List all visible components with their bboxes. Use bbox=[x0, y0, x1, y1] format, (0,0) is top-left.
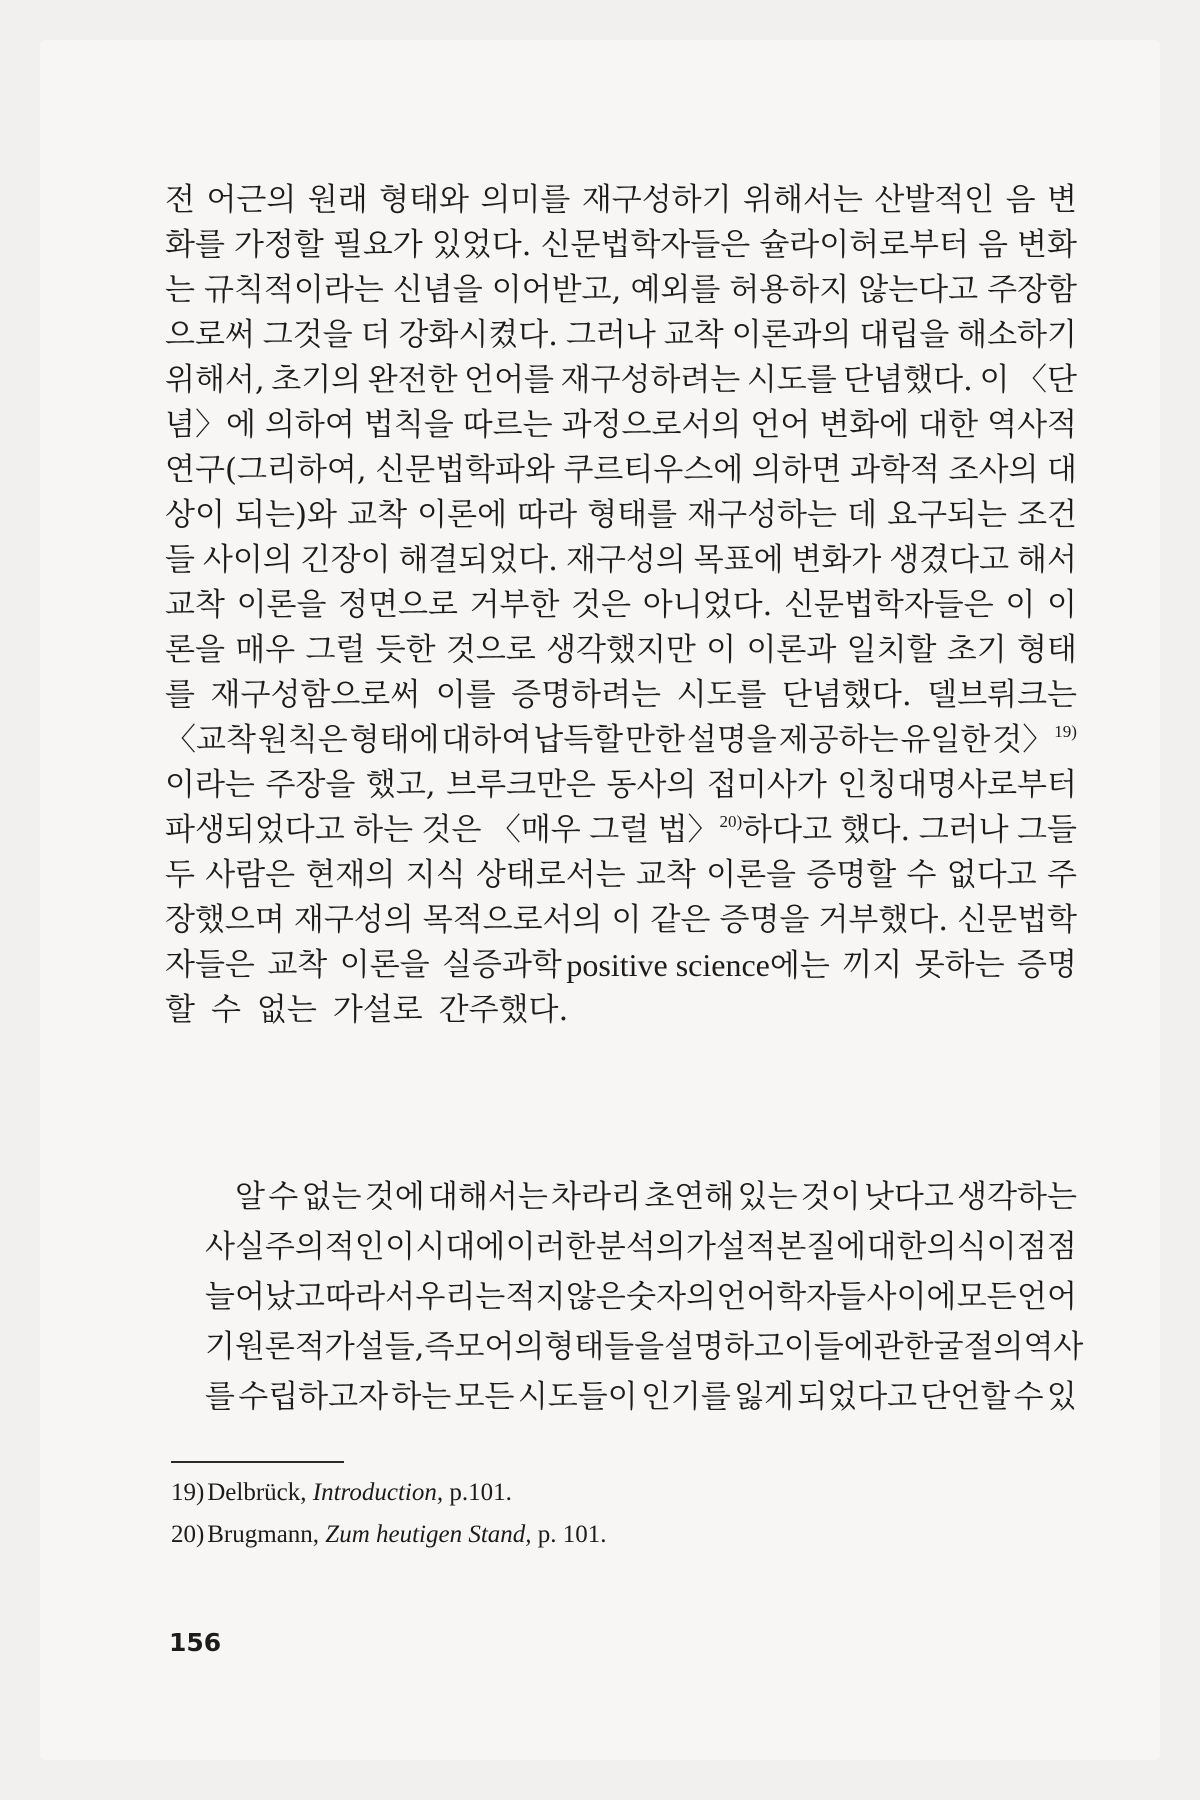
word: 정면으로 bbox=[338, 587, 458, 623]
word: 언어학자들 bbox=[716, 1279, 867, 1315]
footnote-author: Brugmann, bbox=[207, 1521, 320, 1548]
word: 형태에 bbox=[349, 722, 440, 758]
word: 납득할 bbox=[533, 722, 624, 758]
word: 신문법학자들은 bbox=[784, 587, 994, 623]
word: 가설들, bbox=[324, 1329, 425, 1365]
word: 변 bbox=[1047, 182, 1077, 218]
text-line bbox=[165, 538, 1077, 583]
word: 형태를 bbox=[587, 497, 678, 533]
word: 단념했다. bbox=[782, 677, 912, 713]
word: 재구성하려는 bbox=[560, 362, 741, 398]
word: 들 bbox=[165, 542, 195, 578]
text-line bbox=[165, 988, 1077, 1033]
word: 했다. bbox=[840, 812, 911, 848]
text-line bbox=[165, 763, 1077, 808]
word: 과학적 bbox=[850, 452, 940, 488]
word: 화를 bbox=[165, 227, 225, 263]
word: 제공하는 bbox=[778, 722, 899, 758]
word: 해서 bbox=[1017, 542, 1077, 578]
word: 조건 bbox=[1017, 497, 1077, 533]
word: 낫다고 bbox=[863, 1179, 954, 1215]
word: 수 bbox=[268, 1179, 299, 1215]
word: 이론에 bbox=[417, 497, 508, 533]
word: 실증과학 bbox=[442, 947, 562, 983]
word: 재구성함으로써 bbox=[210, 677, 421, 713]
word: 모든 bbox=[956, 1279, 1017, 1315]
word: 의하면 bbox=[751, 452, 842, 488]
word: 없는 bbox=[301, 1179, 362, 1215]
word: 허용하지 bbox=[729, 272, 850, 308]
word: 대한 bbox=[918, 407, 979, 443]
word: 하는 bbox=[353, 812, 414, 848]
word: 의미를 bbox=[480, 182, 571, 218]
word: 간주했다. bbox=[438, 992, 569, 1028]
word: 인칭대명사로부터 bbox=[837, 767, 1077, 803]
word: 델브뤼크는 bbox=[927, 677, 1077, 713]
word: 설명을 bbox=[686, 722, 777, 758]
word: 의식이 bbox=[926, 1229, 1017, 1265]
word: 초기 bbox=[946, 632, 1007, 668]
word: 형태들을 bbox=[544, 1329, 665, 1365]
word-suffix: 하다고 bbox=[742, 812, 833, 848]
word: 자들은 bbox=[165, 947, 255, 983]
text-line bbox=[165, 448, 1077, 493]
word: 쿠르티우스에 bbox=[563, 452, 744, 488]
word: 브루크만은 bbox=[446, 767, 596, 803]
word: 언어 bbox=[1017, 1279, 1077, 1315]
word: 생겼다고 bbox=[889, 542, 1010, 578]
footnote-20 bbox=[171, 1514, 971, 1556]
word: 완전한 bbox=[367, 362, 458, 398]
word: 역사 bbox=[1023, 1329, 1084, 1365]
word: 수립하고자 bbox=[238, 1379, 389, 1415]
text-line bbox=[165, 898, 1077, 943]
word: 는 bbox=[165, 272, 195, 308]
word: 대 bbox=[1047, 452, 1077, 488]
text-line bbox=[165, 313, 1077, 358]
word: 강화시켰다. bbox=[398, 317, 559, 353]
word: 교착 bbox=[165, 587, 225, 623]
word: 법〉$^{20)}$하다고 bbox=[658, 808, 832, 853]
word: 상태로서는 bbox=[475, 857, 626, 893]
word: 음 bbox=[978, 227, 1008, 263]
word: 만한 bbox=[625, 722, 685, 758]
word: 그럴 bbox=[589, 812, 650, 848]
word: 언어를 bbox=[464, 362, 554, 398]
text-line bbox=[205, 1322, 1084, 1372]
word: 관한 bbox=[873, 1329, 934, 1365]
page-number: 156 bbox=[169, 1628, 222, 1657]
word: 증명할 bbox=[806, 857, 897, 893]
word: 단언할 bbox=[920, 1379, 1011, 1415]
word: 이론을 bbox=[706, 857, 796, 893]
word: 변화 bbox=[1017, 227, 1077, 263]
word: 재구성의 bbox=[293, 902, 414, 938]
word-suffix: 에는 bbox=[769, 948, 830, 984]
word: 이 bbox=[706, 632, 737, 668]
word: 것이 bbox=[800, 1179, 861, 1215]
word: 를 bbox=[205, 1379, 235, 1415]
text-line bbox=[165, 853, 1077, 898]
word: 거부했다. bbox=[818, 902, 949, 938]
word: 시대에 bbox=[415, 1229, 506, 1265]
word: 분석의 bbox=[595, 1229, 686, 1265]
body-paragraph-1 bbox=[165, 178, 1077, 1033]
footnote-page: p.101. bbox=[449, 1479, 512, 1506]
text-line bbox=[205, 1222, 1077, 1272]
word: 주장을 bbox=[265, 767, 356, 803]
word: 초연해 bbox=[644, 1179, 735, 1215]
word: 되었다고 bbox=[797, 1379, 918, 1415]
word: 증명 bbox=[1017, 947, 1077, 983]
word: 가설로 bbox=[332, 992, 423, 1028]
word: 이론과 bbox=[746, 632, 837, 668]
word: 긴장이 bbox=[300, 542, 391, 578]
word: 굴절의 bbox=[933, 1329, 1024, 1365]
word: 신문법학자들은 bbox=[540, 227, 751, 263]
word: 수 bbox=[210, 992, 241, 1028]
latin-term: positive science bbox=[566, 947, 770, 983]
word: 접미사가 bbox=[706, 767, 827, 803]
word: 사이의 bbox=[202, 542, 293, 578]
word: 대립을 bbox=[859, 317, 950, 353]
word: 의하여 bbox=[264, 407, 355, 443]
word: 그럴 bbox=[305, 632, 366, 668]
word: 늘어났고 bbox=[205, 1279, 325, 1315]
word: 예외를 bbox=[630, 272, 721, 308]
word: 초기의 bbox=[271, 362, 362, 398]
text-line bbox=[165, 943, 1077, 988]
footnote-ref-20: 20) bbox=[719, 811, 743, 831]
word: 없다고 bbox=[946, 857, 1037, 893]
word: 아니었다. bbox=[642, 587, 773, 623]
word: 동사의 bbox=[606, 767, 697, 803]
word: 주장함 bbox=[987, 272, 1077, 308]
word: 잃게 bbox=[734, 1379, 795, 1415]
word: 본질에 bbox=[776, 1229, 867, 1265]
text-line bbox=[165, 223, 1077, 268]
footnote-separator bbox=[171, 1461, 344, 1463]
word: 일치할 bbox=[846, 632, 937, 668]
word: 알 bbox=[235, 1179, 265, 1215]
word: 으로써 bbox=[165, 317, 255, 353]
word: 슐라이허로부터 bbox=[759, 227, 969, 263]
text-line bbox=[165, 358, 1077, 403]
word: 연구(그리하여, bbox=[165, 452, 367, 488]
word: 인기를 bbox=[640, 1379, 731, 1415]
word: 수 bbox=[1013, 1379, 1044, 1415]
word: 있 bbox=[1046, 1379, 1077, 1415]
word: 과정으로서의 bbox=[561, 407, 742, 443]
word: 것으로 bbox=[445, 632, 536, 668]
word: 모든 bbox=[454, 1379, 515, 1415]
word: 이론과의 bbox=[731, 317, 852, 353]
word: 교착 bbox=[663, 317, 724, 353]
word: 따라 bbox=[517, 497, 578, 533]
word: 그러나 bbox=[565, 317, 656, 353]
word: 증명을 bbox=[719, 902, 810, 938]
word: 변화가 bbox=[791, 542, 882, 578]
text-line bbox=[165, 493, 1077, 538]
word: 생각했지만 bbox=[546, 632, 696, 668]
text-line bbox=[165, 673, 1077, 718]
word: 되는)와 bbox=[235, 497, 337, 533]
word: 수 bbox=[906, 857, 937, 893]
footnote-number: 19) bbox=[171, 1479, 205, 1506]
word: 재구성하는 bbox=[687, 497, 837, 533]
footnote-ref-19: 19) bbox=[1054, 721, 1077, 741]
footnote-page: p. 101. bbox=[537, 1521, 607, 1548]
text-line bbox=[165, 628, 1077, 673]
word: 점점 bbox=[1016, 1229, 1077, 1265]
word: 유일한 bbox=[900, 722, 991, 758]
word: 하는 bbox=[391, 1379, 452, 1415]
word: 할 bbox=[165, 992, 195, 1028]
word: 이 bbox=[979, 362, 1010, 398]
word: 것은 bbox=[571, 587, 632, 623]
word: 산발적인 bbox=[874, 182, 995, 218]
word: 이 bbox=[611, 902, 642, 938]
word: 같은 bbox=[650, 902, 711, 938]
text-line bbox=[165, 718, 1077, 763]
word: 이 bbox=[385, 1229, 416, 1265]
word: 재구성의 bbox=[565, 542, 686, 578]
word: 원래 bbox=[307, 182, 368, 218]
word: 이라는 bbox=[165, 767, 255, 803]
word: 적지 bbox=[505, 1279, 566, 1315]
word: 것〉$^{19)}$ bbox=[992, 721, 1077, 758]
word: 기원론적 bbox=[205, 1329, 325, 1365]
word: 교착 bbox=[267, 947, 328, 983]
word: 가설적 bbox=[686, 1229, 776, 1265]
word: 음 bbox=[1005, 182, 1036, 218]
word: 있었다. bbox=[431, 227, 532, 263]
text-line bbox=[205, 1372, 1077, 1422]
word: 따라서 bbox=[325, 1279, 416, 1315]
word: 했고, bbox=[365, 767, 436, 803]
word: 더 bbox=[360, 317, 391, 353]
footnote-19 bbox=[171, 1472, 971, 1514]
word: 생각하는 bbox=[957, 1179, 1077, 1215]
text-line bbox=[165, 403, 1077, 448]
word: 사람은 bbox=[205, 857, 296, 893]
text-line bbox=[205, 1272, 1077, 1322]
word: 않는다고 bbox=[858, 272, 979, 308]
word: 파생되었다고 bbox=[165, 812, 345, 848]
word: 위해서, bbox=[165, 362, 265, 398]
word: 목적으로서의 bbox=[422, 902, 603, 938]
word: 이어받고, bbox=[491, 272, 622, 308]
word: 념〉에 bbox=[165, 407, 256, 443]
text-line bbox=[165, 178, 1077, 223]
word: 듯한 bbox=[375, 632, 436, 668]
footnote-number: 20) bbox=[171, 1521, 205, 1548]
word: 신문법학 bbox=[957, 902, 1077, 938]
word: 변화에 bbox=[819, 407, 910, 443]
word: 설명하고 bbox=[664, 1329, 784, 1365]
word bbox=[566, 943, 829, 988]
word: 그들 bbox=[1017, 812, 1077, 848]
word: 해소하기 bbox=[957, 317, 1077, 353]
footnote-title: Introduction, bbox=[312, 1479, 444, 1506]
word: 원칙은 bbox=[257, 722, 348, 758]
word: 대하여 bbox=[441, 722, 532, 758]
footnotes bbox=[171, 1472, 971, 1556]
word: 교착 bbox=[347, 497, 408, 533]
word: 신념을 bbox=[392, 272, 483, 308]
word: 않은 bbox=[565, 1279, 626, 1315]
word: 대해서는 bbox=[428, 1179, 548, 1215]
word: 증명하려는 bbox=[511, 677, 661, 713]
word: 형태와 bbox=[379, 182, 469, 218]
word: 우리는 bbox=[415, 1279, 506, 1315]
word: 즉 bbox=[424, 1329, 455, 1365]
word: 를 bbox=[165, 677, 195, 713]
word: 법칙을 bbox=[363, 407, 454, 443]
word: 이론을 bbox=[339, 947, 430, 983]
word: 끼지 bbox=[842, 947, 903, 983]
word: 〈교착 bbox=[165, 722, 256, 758]
word: 재구성하기 bbox=[581, 182, 732, 218]
word: 거부한 bbox=[469, 587, 560, 623]
word: 〈매우 bbox=[489, 812, 581, 848]
footnote-author: Delbrück, bbox=[207, 1479, 307, 1506]
word: 전 bbox=[165, 182, 195, 218]
word: 필요가 bbox=[332, 227, 423, 263]
word: 장했으며 bbox=[165, 902, 285, 938]
text-line bbox=[205, 1172, 1077, 1222]
word: 형태 bbox=[1017, 632, 1077, 668]
word: 신문법학파와 bbox=[375, 452, 555, 488]
word: 그것을 bbox=[262, 317, 353, 353]
word: 이론을 bbox=[236, 587, 327, 623]
word: 가정할 bbox=[233, 227, 324, 263]
word: 교착 bbox=[635, 857, 696, 893]
word: 그러나 bbox=[918, 812, 1009, 848]
word: 것은 bbox=[421, 812, 482, 848]
footnote-title: Zum heutigen Stand, bbox=[325, 1521, 532, 1548]
word: 있는 bbox=[737, 1179, 798, 1215]
word: 이를 bbox=[435, 677, 496, 713]
word: 지식 bbox=[405, 857, 466, 893]
word: 대한 bbox=[866, 1229, 927, 1265]
word: 시도들이 bbox=[517, 1379, 638, 1415]
text-line bbox=[165, 268, 1077, 313]
word: 론을 bbox=[165, 632, 225, 668]
word: 요구되는 bbox=[887, 497, 1007, 533]
word: 사실주의적인 bbox=[205, 1229, 385, 1265]
word: 이 bbox=[1005, 587, 1036, 623]
word: 해결되었다. bbox=[398, 542, 559, 578]
word: 못하는 bbox=[914, 947, 1005, 983]
word: 역사적 bbox=[987, 407, 1077, 443]
word: 이러한 bbox=[505, 1229, 596, 1265]
word: 〈단 bbox=[1015, 362, 1077, 398]
word: 목표에 bbox=[693, 542, 784, 578]
word: 사이에 bbox=[866, 1279, 957, 1315]
text-line bbox=[165, 808, 1077, 853]
word: 모어의 bbox=[454, 1329, 545, 1365]
word: 단념했다. bbox=[843, 362, 973, 398]
word: 언어 bbox=[750, 407, 811, 443]
word: 차라리 bbox=[551, 1179, 641, 1215]
word: 두 bbox=[165, 857, 195, 893]
word: 위해서는 bbox=[743, 182, 863, 218]
word: 현재의 bbox=[305, 857, 396, 893]
word: 이들에 bbox=[783, 1329, 874, 1365]
word: 이 bbox=[1047, 587, 1077, 623]
word: 매우 bbox=[235, 632, 296, 668]
word: 상이 bbox=[165, 497, 225, 533]
word: 데 bbox=[847, 497, 878, 533]
word: 숫자의 bbox=[626, 1279, 717, 1315]
word: 규칙적이라는 bbox=[204, 272, 384, 308]
word: 시도를 bbox=[746, 362, 837, 398]
word: 시도를 bbox=[676, 677, 767, 713]
word: 것에 bbox=[364, 1179, 425, 1215]
word: 조사의 bbox=[948, 452, 1039, 488]
body-paragraph-2 bbox=[205, 1172, 1084, 1422]
word: 따르는 bbox=[462, 407, 553, 443]
word: 어근의 bbox=[206, 182, 297, 218]
text-line bbox=[165, 583, 1077, 628]
word: 없는 bbox=[256, 992, 317, 1028]
word: 주 bbox=[1046, 857, 1077, 893]
